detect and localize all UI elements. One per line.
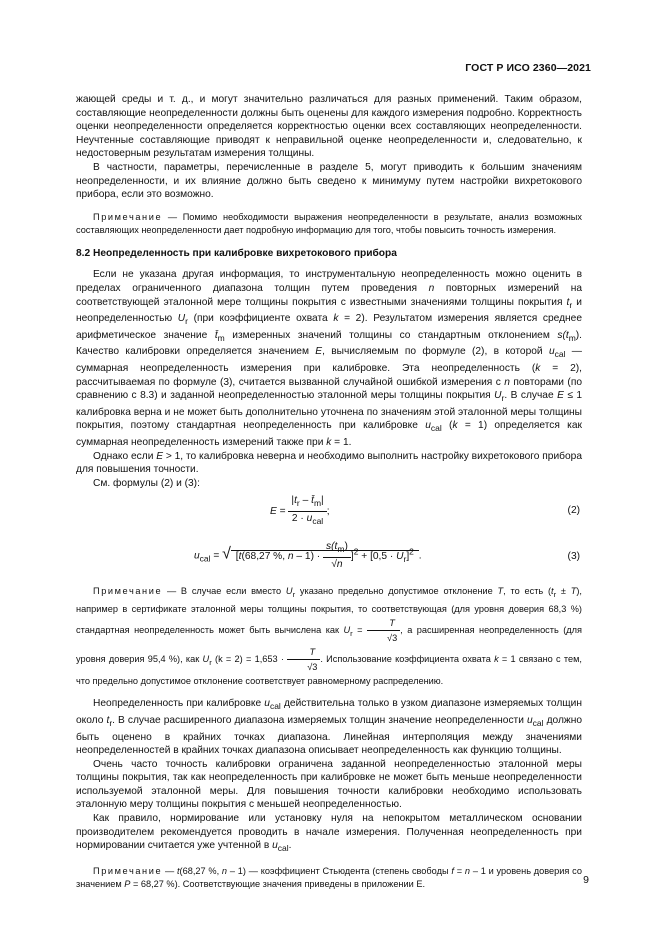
formula-2-number: (2) — [567, 505, 580, 517]
paragraph-range: Неопределенность при калибровке $u_{cal}$ действительна только в узком диапазоне измеряемых толщин около $t_r$. В случае расширенного диапазона измеряемых толщин значение неопределенности $u_{cal}$ должно быть оценено в крайних точках диапазона. Линейная интерполяция между значениями неопределенностей в крайних точках диапазона описывает неопределенность как функцию толщины. — [76, 698, 583, 757]
paragraph-see-formulas: См. формулы (2) и (3): — [93, 477, 200, 489]
formula-3: $u_{cal}$ = √ [t(68,27 %, n – 1) · $\frac{s(t_m)}{√n}$ ]$^2 + [0,5 \cdot U_r]^2$ . (3) — [194, 541, 580, 571]
note-3: Примечание — t(68,27 %, n – 1) — коэффициент Стьюдента (степень свободы f = n – 1 и уровень доверия со значением P = 68,27 %). Соответствующие значения приведены в приложении Е. — [76, 865, 582, 889]
note-label: Примечание — [93, 211, 163, 222]
note-text: — Помимо необходимости выражения неопределенности в результате, анализ возможных составляющих неопределенности дает подробную информацию для того, чтобы повысить точность измерения. — [76, 211, 582, 235]
paragraph-incorrect-calibration: Однако если E > 1, то калибровка неверна и необходимо выполнить настройку вихретокового прибора для повышения точности. — [76, 450, 582, 476]
body-text — [76, 93, 582, 891]
paragraph-calibration: Если не указана другая информация, то инструментальную неопределенность можно оценить в пределах ограниченного диапазона толщин путем проведения n повторных измерений на соответствующей эталонной мере толщины покрытия с известными значениями толщины покрытия $t_r$ и неопределенностью $U_r$ (при коэффициенте охвата k = 2). Результатом измерения является среднее арифметическое значение $t̄_m$ измеренных значений толщины со стандартным отклонением $s(t_m)$. Качество калибровки определяется значением E, вычисляемым по формуле (2), в которой $u_{cal}$ — суммарная неопределенность измерения при калибровке. Эта неопределенность (k = 2), рассчитываемая по формуле (3), считается вызванной случайной ошибкой измерения с n повторами (по сравнению с 8.3) и заданной неопределенностью эталонной меры толщины покрытия $U_r$. В случае E ≤ 1 калибровка верна и не может быть дополнительно уточнена по значениям этой эталонной меры толщины покрытия, поэтому стандартная неопределенность при калибровке $u_{cal}$ (k = 1) определяется как суммарная неопределенность измерений также при k = 1. — [76, 269, 583, 449]
paragraph-intro: жающей среды и т. д., и могут значительно различаться для разных применений. Таким образом, составляющие неопределенности должны быть оценены для каждого измерения подробно. Корректность оценки неопределенности определяется корректностью оценки всех составляющих неопределенности. Неучтенные составляющие приводят к неправильной оценке неопределенности и, следовательно, к недостоверным результатам измерения толщины. — [76, 94, 582, 160]
formula-3-number: (3) — [567, 551, 580, 563]
standard-designation: ГОСТ Р ИСО 2360—2021 — [465, 62, 591, 74]
page-number: 9 — [583, 874, 589, 886]
note-1 — [76, 211, 582, 237]
section-heading: 8.2 Неопределенность при калибровке вихретокового прибора — [76, 247, 397, 259]
formula-2: E = $\frac{|t_r - t̄_m|}{2 \cdot u_{cal}}$ ; (2) — [270, 495, 580, 527]
note-2: Примечание — В случае если вместо $U_r$ указано предельно допустимое отклонение T, то есть $(t_r \pm T)$, например в сертификате эталонной меры толщины покрытия, то соответствующая (для уровня доверия 68,3 %) стандартная неопределенность может быть вычислена как $U_r$ = $\frac{T}{√3}$ , а расширенная неопределенность (для уровня доверия 95,4 %), как $U_r$ (k = 2) = 1,653 · $\frac{T}{√3}$ . Использование коэффициента охвата k = 1 связано с тем, что предельно допустимое отклонение соответствует равномерному распределению. — [76, 586, 582, 687]
paragraph-zeroing: Как правило, нормирование или установку нуля на непокрытом металлическом основании производителем рекомендуется проводить в начале измерения. Полученная неопределенность при нормировании считается уже учтенной в $u_{cal}$. — [76, 813, 582, 854]
paragraph-accuracy: Очень часто точность калибровки ограничена заданной неопределенностью эталонной меры толщины покрытия, так как неопределенность при калибровке не может быть меньше неопределенности используемой эталонной меры. Для повышения точности калибровки необходимо использовать эталонную меру толщины покрытия с меньшей неопределенностью. — [76, 758, 582, 811]
paragraph-parameters: В частности, параметры, перечисленные в разделе 5, могут приводить к большим значениям неопределенности, и их влияние должно быть сведено к минимуму путем настройки вихретокового прибора, если это возможно. — [76, 161, 582, 201]
